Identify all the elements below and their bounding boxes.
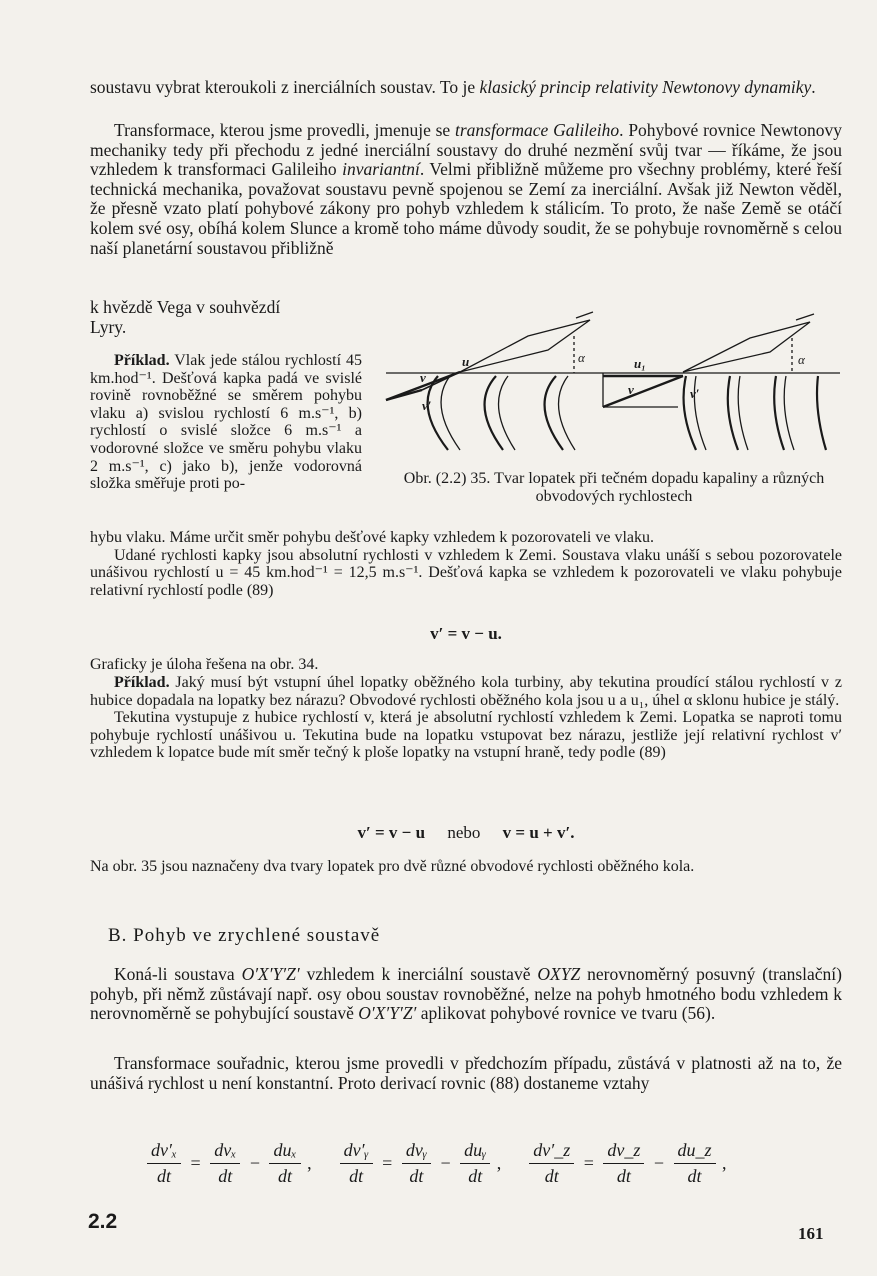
fraction xyxy=(674,1140,716,1187)
blade-curve xyxy=(774,376,784,450)
denominator: dt xyxy=(616,1166,631,1186)
example-turbine xyxy=(90,674,842,762)
denominator: dt xyxy=(687,1166,702,1186)
equals-sign: = xyxy=(190,1153,201,1173)
figure-35-blades xyxy=(378,310,848,470)
nozzle-right xyxy=(683,322,810,372)
section-number: 2.2 xyxy=(88,1210,118,1233)
text-line: Graficky je úloha řešena na obr. 34. xyxy=(90,656,319,673)
section-heading: B. Pohyb ve zrychlené soustavě xyxy=(108,925,381,946)
minus-sign: − xyxy=(653,1153,665,1173)
paragraph-transform xyxy=(90,1054,842,1093)
label-u: u xyxy=(462,354,470,369)
blade-curve xyxy=(728,376,738,450)
example-label: Příklad. xyxy=(114,352,170,369)
text-span: Transformace, kterou jsme provedli, jmenuje se xyxy=(114,120,455,140)
numerator: duₓ xyxy=(269,1140,300,1164)
label-v-right: v xyxy=(628,382,634,397)
denominator: dt xyxy=(544,1166,559,1186)
text-span: nerovnoměrný posuvný (translační) pohyb, při němž zůstávají např. osy obou soustav rovnoběžné, nelze na pohyb hmotného bodu vzhledem k nerovnoměrně se pohybující soustavě xyxy=(90,964,842,1024)
text-line: k hvězdě Vega v souhvězdí xyxy=(90,297,281,317)
numerator: dv_z xyxy=(603,1140,644,1164)
equation-left: v′ = v − u xyxy=(357,823,426,842)
text-span: . Pohybové rovnice Newtonovy mechaniky tedy při přechodu z jedné inerciální soustavy do druhé nezmění svůj tvar — říkáme, že jsou vzhledem k transformaci Galileiho xyxy=(90,120,842,180)
fraction xyxy=(340,1140,373,1187)
example-text: Jaký musí být vstupní úhel lopatky oběžného kola turbiny, aby tekutina proudící stálou rychlostí v z hubice dopadala na lopatky bez nárazu? Obvodové rychlosti oběžného kola jsou u a u₁, úhel α sklonu hubice je stálý. xyxy=(90,674,843,709)
derivative-equations xyxy=(145,1140,845,1196)
equation-right: v = u + v′. xyxy=(502,823,575,842)
blade-curve xyxy=(545,376,563,450)
denominator: dt xyxy=(218,1166,233,1186)
text-span: aplikovat pohybové rovnice ve tvaru (56). xyxy=(416,1003,716,1024)
nozzle-axis-right xyxy=(796,314,814,320)
equation-pair xyxy=(90,823,842,843)
blade-curve xyxy=(738,376,748,450)
fraction xyxy=(210,1140,240,1187)
text-span: . Velmi přibližně můžeme pro všechny problémy, které řeší technická mechanika, považovat soustavu pevně spojenou se Zemí za inerciální. Avšak již Newton věděl, že přesně vzato platí pohybové zákony pro pohyb vzhledem k stálicím. To proto, že naše Země se otáčí kolem své osy, obíhá kolem Slunce a kromě toho máme důvody soudit, že se pohybuje rovnoměrně s celou naší planetární soustavou přibližně xyxy=(90,159,842,258)
fraction xyxy=(460,1140,490,1187)
equation-relative-velocity: v′ = v − u. xyxy=(430,624,502,643)
blade-curve xyxy=(499,376,515,450)
separator: , xyxy=(722,1153,727,1173)
vector-vprime-left xyxy=(422,372,460,390)
label-u1: u₁ xyxy=(634,356,646,371)
denominator: dt xyxy=(468,1166,483,1186)
emphasis: Newtonovy dynamiky xyxy=(662,77,812,97)
blade-curve xyxy=(559,376,575,450)
minus-sign: − xyxy=(440,1153,451,1173)
numerator: dv′ₓ xyxy=(147,1140,181,1164)
graphic-note xyxy=(90,656,842,674)
example-train xyxy=(90,352,362,493)
text-span: . xyxy=(811,77,816,97)
label-vprime-right: v′ xyxy=(690,386,700,401)
page-number: 161 xyxy=(798,1224,824,1243)
emphasis: klasický princip relativity xyxy=(479,77,658,97)
fraction xyxy=(529,1140,574,1187)
denominator: dt xyxy=(278,1166,293,1186)
denominator: dt xyxy=(349,1166,364,1186)
vector-v-right xyxy=(603,376,683,407)
fraction xyxy=(402,1140,431,1187)
blade-curve xyxy=(441,376,460,450)
fraction xyxy=(603,1140,644,1187)
label-alpha-left: α xyxy=(578,350,585,365)
fraction xyxy=(147,1140,181,1187)
emphasis: transformace Galileiho xyxy=(454,120,620,140)
text-line: hybu vlaku. Máme určit směr pohybu dešťové kapky vzhledem k pozorovateli ve vlaku. xyxy=(90,529,655,546)
paragraph-principle xyxy=(90,78,842,98)
text-line: Na obr. 35 jsou naznačeny dva tvary lopatek pro dvě různé obvodové rychlosti oběžného kola. xyxy=(90,858,695,875)
numerator: du_z xyxy=(674,1140,716,1164)
equation-word: nebo xyxy=(447,823,481,842)
paragraph-accelerated xyxy=(90,965,842,1024)
example-paragraph: Udané rychlosti kapky jsou absolutní rychlosti v vzhledem k Zemi. Soustava vlaku unáší s sebou pozorovatele unášivou rychlostí u = 45 km.hod⁻¹ = 12,5 m.s⁻¹. Dešťová kapka se vzhledem k pozorovateli ve vlaku pohybuje relativní rychlostí podle (89) xyxy=(90,546,842,599)
text-line: Transformace souřadnic, kterou jsme provedli v předchozím případu, zůstává v platnosti až na to, že unášivá rychlost u není konstantní. Proto derivací rovnic (88) dostaneme vztahy xyxy=(90,1053,842,1093)
equals-sign: = xyxy=(583,1153,594,1173)
blade-curve xyxy=(817,376,826,450)
label-alpha-right: α xyxy=(798,352,805,367)
math-symbol: O′X′Y′Z′ xyxy=(358,1003,417,1024)
denominator: dt xyxy=(409,1166,424,1186)
label-vprime-left: v′ xyxy=(422,398,432,413)
text-span: vzhledem k inerciální soustavě xyxy=(299,964,538,984)
denominator: dt xyxy=(157,1166,172,1186)
vector-u-left xyxy=(386,390,422,400)
figure-caption: Obr. (2.2) 35. Tvar lopatek při tečném dopadu kapaliny a různých obvodových rychlostech xyxy=(403,470,825,505)
text-span: soustavu vybrat kteroukoli z inerciálních soustav. To je xyxy=(90,77,480,97)
text-span: Koná-li soustava xyxy=(114,964,242,984)
separator: , xyxy=(496,1153,502,1173)
nozzle-left xyxy=(460,320,590,372)
numerator: dvᵧ xyxy=(402,1140,431,1164)
separator: , xyxy=(307,1153,312,1173)
example-text: Vlak jede stálou rychlostí 45 km.hod⁻¹. Dešťová kapka padá ve svislé rovině rovnoběžné se směrem pohybu vlaku a) svislou rychlostí 6 m.s⁻¹, b) rychlostí o svislé složce 6 m.s⁻¹ a vodorovné složce ve směru pohybu vlaku 2 m.s⁻¹, c) jako b), jenže vodorovná složka směřuje proti po- xyxy=(90,352,362,493)
blade-curve xyxy=(485,376,503,450)
example-paragraph: Tekutina vystupuje z hubice rychlostí v, která je absolutní rychlostí vzhledem k Zemi. Lopatka se naproti tomu pohybuje rychlostí unášivou u. Tekutina bude na lopatku vstupovat bez nárazu, jestliže její relativní rychlost v′ vzhledem k lopatce bude mít směr tečný k ploše lopatky na vstupní hraně, tedy podle (89) xyxy=(90,709,842,762)
paragraph-galileo-tail xyxy=(90,297,380,337)
minus-sign: − xyxy=(249,1153,260,1173)
numerator: dvₓ xyxy=(210,1140,240,1164)
numerator: duᵧ xyxy=(460,1140,490,1164)
blade-curve xyxy=(428,376,448,450)
nozzle-axis-left xyxy=(576,312,593,318)
blade-curve xyxy=(784,376,794,450)
emphasis: invariantní xyxy=(342,159,420,180)
math-symbol: OXYZ xyxy=(537,964,581,984)
label-v-left: v xyxy=(420,370,426,385)
note-figure-35 xyxy=(90,858,842,876)
text-line: Lyry. xyxy=(90,317,127,337)
math-symbol: O′X′Y′Z′ xyxy=(241,964,300,984)
example-train-cont xyxy=(90,529,842,599)
fraction xyxy=(269,1140,300,1187)
numerator: dv′ᵧ xyxy=(340,1140,373,1164)
equals-sign: = xyxy=(382,1153,393,1173)
numerator: dv′_z xyxy=(529,1140,574,1164)
paragraph-galileo xyxy=(90,121,842,258)
example-label: Příklad. xyxy=(114,674,170,691)
